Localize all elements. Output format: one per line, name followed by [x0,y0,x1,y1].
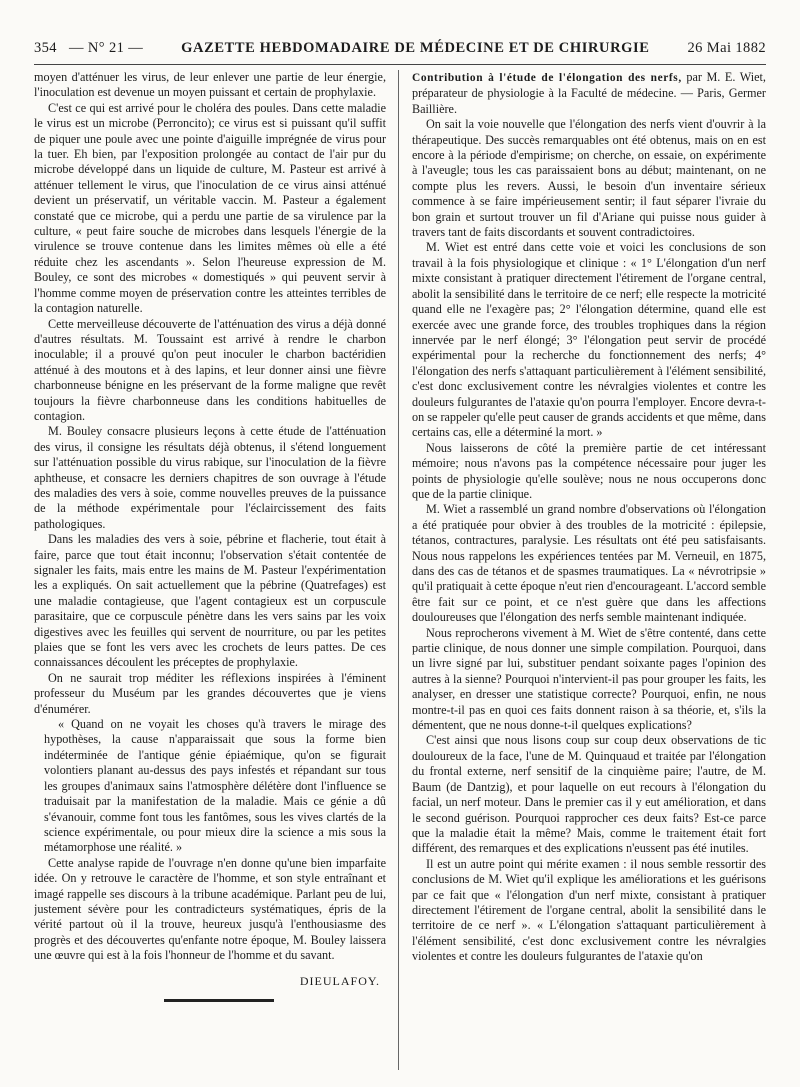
paragraph: M. Wiet est entré dans cette voie et voici les conclusions de son travail à la fois physiologique et clinique : « 1° L'élongation d'un nerf mixte consistant à pratiquer directement l'étirement de l'organe central, abolit la sensibilité dans le territoire de ce nerf; elle respecte la motricité quand elle ne l'exagère pas; 2° l'élongation détermine, quand elle est exercée avec une grande force, des troubles trophiques dans la région innervée par le nerf élongé; 3° l'élongation peut servir de procédé expérimental pour la recherche du fonctionnement des nerfs; 4° l'élongation des nerfs s'attaquant particulièrement à l'élément sensibilité, c'est donc exclusivement contre les névralgies violentes et contre les douleurs fulgurantes de l'ataxie qu'on pourra l'employer. Encore devra-t-on se rappeler qu'elle peut causer de grands accidents et que même, dans certains cas, elle a déterminé la mort. » [412,240,766,440]
right-column [412,70,766,1075]
end-rule [164,999,274,1002]
paragraph: Dans les maladies des vers à soie, pébrine et flacherie, tout était à faire, parce que tout était inconnu; l'observation s'était contentée de signaler les faits, mais entre les mains de M. Pasteur l'expérimentation les a expliqués. On sait actuellement que la pébrine (Quatrefages) est une maladie contagieuse, que l'agent contagieux est un corpuscule parasitaire, que ce corpuscule pénètre dans les vers sains par les voix digestives avec les feuilles qui servent de nourriture, ou par les petites plaies que se font les vers avec les crochets de leurs pattes. De ces connaissances découlent les préceptes de prophylaxie. [34,532,386,670]
paragraph: M. Wiet a rassemblé un grand nombre d'observations où l'élongation a été pratiquée pour obvier à des troubles de la motricité : épilepsie, tétanos, contractures, paralysie. Les résultats ont été peu satisfaisants. Nous nous rappelons les expériences tentées par M. Verneuil, en 1875, dans des cas de tétanos et de spasmes traumatiques. La « névrotripsie » qu'il pratiquait à cette époque n'eut rien d'encourageant. L'accord semble être fait sur ce point, et ce n'est guère que dans les affections douloureuses que l'élongation des nerfs semble maintenant indiquée. [412,502,766,625]
header-left [34,40,143,57]
paragraph: Nous reprocherons vivement à M. Wiet de s'être contenté, dans cette partie clinique, de nous donner une simple compilation. Pourquoi, dans un livre signé par lui, substituer pendant soixante pages l'opinion des autres à la sienne? Pourquoi n'intervient-il pas pour grouper les faits, les analyser, en dresser une statistique correcte? Pourquoi, enfin, ne nous montre-t-il pas en quoi ces faits donnent raison à sa théorie, et, s'ils la démentent, que ne nous donne-t-il quelques explications? [412,625,766,733]
paragraph: C'est ce qui est arrivé pour le choléra des poules. Dans cette maladie le virus est un microbe (Perroncito); ce virus est si puissant qu'il suffit de piquer une poule avec une pointe d'aiguille imprégnée de virus pour la tuer. Eh bien, par l'exposition prolongée au contact de l'air pur du microbe développé dans un liquide de culture, M. Pasteur est arrivé à atténuer tellement le virus, que l'inoculation de ce virus ainsi atténué devient un préservatif, un véritable vaccin. M. Pasteur a également constaté que ce microbe, qui a perdu une partie de sa virulence par la culture, « peut faire souche de microbes dans lesquels l'énergie de la virulence se trouve contenue dans les limites mêmes où elle a été réduite chez les ascendants ». Selon l'heureuse expression de M. Bouley, ce sont des microbes « domestiqués » qui peuvent servir à l'homme comme moyen de préservation contre les atteintes terribles de la contagion naturelle. [34,100,386,316]
journal-title: GAZETTE HEBDOMADAIRE DE MÉDECINE ET DE CHIRURGIE [181,40,650,56]
review-title: Contribution à l'étude de l'élongation des nerfs, [412,72,682,84]
paragraph: On ne saurait trop méditer les réflexions inspirées à l'éminent professeur du Muséum par les grandes découvertes que je viens d'énumérer. [34,670,386,716]
review-heading [412,70,766,117]
paragraph: moyen d'atténuer les virus, de leur enlever une partie de leur énergie, l'inoculation est devenue un moyen puissant et certain de prophylaxie. [34,70,386,100]
page-header [34,40,766,65]
paragraph: Il est un autre point qui mérite examen : il nous semble ressortir des conclusions de M. Wiet qu'il explique les améliorations et les guérisons par ce fait que « l'élongation d'un nerf mixte, consistant à pratiquer directement l'étirement de l'organe central, abolit la sensibilité dans le territoire de ce nerf ». « L'élongation s'attaquant particulièrement à l'élément sensibilité, c'est donc exclusivement contre les névralgies violentes et contre les douleurs fulgurantes de l'ataxie qu'on [412,856,766,964]
paragraph: M. Bouley consacre plusieurs leçons à cette étude de l'atténuation des virus, il consigne les résultats déjà obtenus, il s'étend longuement sur l'atténuation possible du virus rabique, sur l'inoculation de la fièvre aphtheuse, et consacre les derniers chapitres de son ouvrage à l'étude des maladies des vers à soie, comme nouvelles preuves de la puissance de la méthode expérimentale pour l'éclaircissement des faits pathologiques. [34,424,386,531]
paragraph: Cette analyse rapide de l'ouvrage n'en donne qu'une bien imparfaite idée. On y retrouve le caractère de l'homme, et son style entraînant et imagé rappelle ses discours à la tribune académique. Parlant peu de lui, justement sévère pour les contradicteurs systématiques, épris de la vérité partout où il la trouve, heureux jusqu'à l'enthousiasme des progrès et des découvertes qu'enfante notre époque, M. Bouley laissera une œuvre qui est à la fois l'honneur de l'homme et du savant. [34,855,386,963]
issue-number: — N° 21 — [68,40,144,56]
page-number: 354 [34,40,57,56]
paragraph: C'est ainsi que nous lisons coup sur coup deux observations de tic douloureux de la face, l'une de M. Quinquaud et traitée par l'élongation du frontal externe, nerf sensitif de la cinquième paire; l'autre, de M. Baum (de Dantzig), et pour laquelle on eut recours à l'élongation du facial, un nerf moteur. Dans le premier cas il y eut amélioration, et dans le second guérison. Pourquoi rapprocher ces deux faits? Est-ce parce que la maladie était la même? Mais, comme le traitement était fort différent, des remarques et des explications n'eussent pas été inutiles. [412,733,766,856]
paragraph: On sait la voie nouvelle que l'élongation des nerfs vient d'ouvrir à la thérapeutique. Des succès remarquables ont été obtenus, mais on en est encore à la période d'empirisme; on cherche, on essaie, on expérimente à l'aveugle; tous les cas paraissaient bons au début; maintenant, on ne compte plus les revers. Aussi, le besoin d'un inventaire sérieux commence à se faire impérieusement sentir; il faut séparer l'ivraie du bon grain et surtout trouver un fil d'Ariane qui puisse nous guider à travers tant de faits discordants et souvent contradictoires. [412,117,766,240]
column-divider [398,70,399,1070]
paragraph: Cette merveilleuse découverte de l'atténuation des virus a déjà donné d'autres résultats. M. Toussaint est arrivé à rendre le charbon inoculable; il a prouvé qu'on peut inoculer le charbon bactéridien atténué à des moutons et à des lapins, et leur donner ainsi une fièvre charbonneuse bénigne en les préservant de la forme maligne que revêt toujours la fièvre charbonneuse dans les conditions habituelles de contagion. [34,316,386,423]
paragraph: Nous laisserons de côté la première partie de cet intéressant mémoire; nous n'avons pas la compétence nécessaire pour juger les points de physiologie qu'elle soulève; nous ne nous occuperons donc que de la partie clinique. [412,440,766,501]
left-column [34,70,386,1075]
review-byline: par M. E. Wiet, préparateur de physiologie à la Faculté de médecine. — Paris, Germer Baillière. [412,70,766,116]
issue-date: 26 Mai 1882 [687,40,766,56]
author-signature: DIEULAFOY. [299,973,380,988]
quote-paragraph: « Quand on ne voyait les choses qu'à travers le mirage des hypothèses, la cause n'apparaissait que sous la forme bien indéterminée de l'antique génie épiaémique, qu'on se figurait volontiers planant au-dessus des pays infestés et répandant sur tous les groupes d'animaux sains l'atmosphère délétère dont l'influence se traduisait par la manifestation de la maladie. Mais ce génie a dû s'évanouir, comme font tous les fantômes, sous les vives clartés de la science expérimentale, ou pour mieux dire la science a mis sous la métamorphose une réalité. » [44,717,386,855]
